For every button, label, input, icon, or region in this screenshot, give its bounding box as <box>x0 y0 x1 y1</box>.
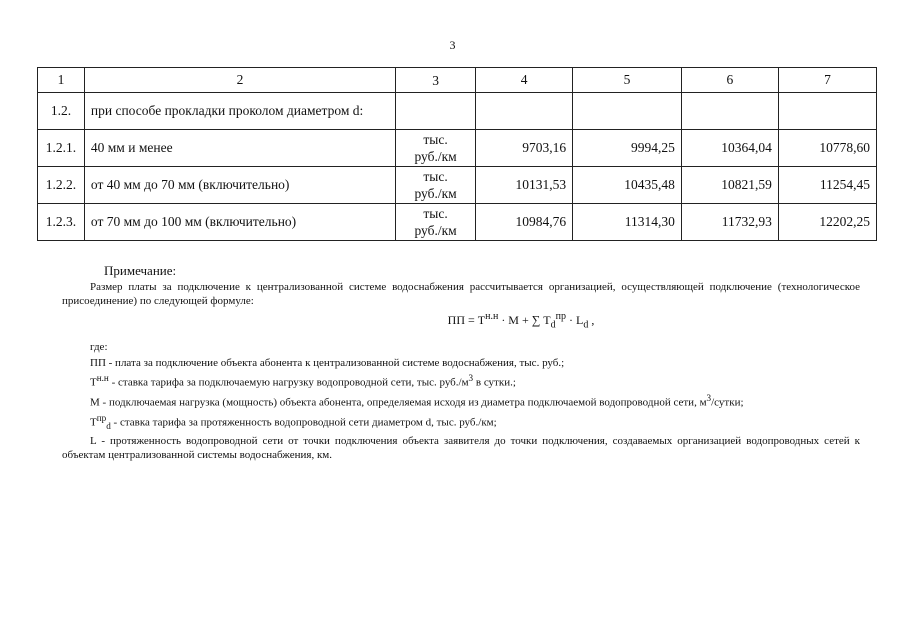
col-header-1: 1 <box>38 68 85 93</box>
where-label: где: <box>90 341 108 354</box>
col-header-6: 6 <box>681 68 778 93</box>
value-col6: 10821,59 <box>681 167 778 204</box>
row-num: 1.2.1. <box>38 130 85 167</box>
value-col7: 12202,25 <box>778 204 876 241</box>
value-col5: 10435,48 <box>573 167 682 204</box>
empty-cell <box>681 93 778 130</box>
definition-m: М - подключаемая нагрузка (мощность) объекта абонента, определяемая исходя из диаметра подключаемой водопроводной сети, $м^3$/сутки; <box>90 393 744 409</box>
table-row <box>38 204 877 241</box>
row-name: 40 мм и менее <box>84 130 395 167</box>
table-header-row <box>38 68 877 93</box>
row-unit <box>396 167 476 204</box>
value-col5: 9994,25 <box>573 130 682 167</box>
table-row <box>38 167 877 204</box>
empty-cell <box>476 93 573 130</box>
notes-section <box>62 264 860 463</box>
unit-line2: руб./км <box>414 149 457 164</box>
notes-title: Примечание: <box>104 263 177 278</box>
value-col5: 11314,30 <box>573 204 682 241</box>
unit-line1: тыс. <box>423 169 448 184</box>
definition-l: L - протяженность водопроводной сети от точки подключения объекта заявителя до точки подключения, создаваемых организацией водопроводных сетей к объектам централизованной системы водоснабжения, км. <box>62 434 860 461</box>
col-header-3: 3 <box>396 68 476 93</box>
empty-cell <box>396 93 476 130</box>
row-name: от 40 мм до 70 мм (включительно) <box>84 167 395 204</box>
row-name: от 70 мм до 100 мм (включительно) <box>84 204 395 241</box>
table-row <box>38 130 877 167</box>
value-col4: 10984,76 <box>476 204 573 241</box>
value-col7: 10778,60 <box>778 130 876 167</box>
tariff-table <box>37 67 877 241</box>
definition-tnn: $Т^{н.н}$ - ставка тарифа за подключаемую нагрузку водопроводной сети, тыс. $руб./м^3$ в сутки.; <box>90 373 516 390</box>
row-num: 1.2.3. <box>38 204 85 241</box>
row-unit <box>396 130 476 167</box>
value-col4: 9703,16 <box>476 130 573 167</box>
definition-tpr: $Т^{пр}_d$ - ставка тарифа за протяженность водопроводной сети диаметром d, тыс. руб./км; <box>90 412 497 431</box>
col-header-7: 7 <box>778 68 876 93</box>
value-col6: 11732,93 <box>681 204 778 241</box>
section-row <box>38 93 877 130</box>
definition-pp: ПП - плата за подключение объекта абонента к централизованной системе водоснабжения, тыс. руб.; <box>90 357 565 370</box>
empty-cell <box>778 93 876 130</box>
unit-line1: тыс. <box>423 206 448 221</box>
col-header-5: 5 <box>573 68 682 93</box>
section-name: при способе прокладки проколом диаметром d: <box>84 93 395 130</box>
row-num: 1.2.2. <box>38 167 85 204</box>
col-header-2: 2 <box>84 68 395 93</box>
section-num: 1.2. <box>38 93 85 130</box>
payment-formula: ПП = $Т^{н.н} \cdot М$ + ∑ $Т_d^{пр} \cdot L_d$ , <box>447 311 595 331</box>
value-col4: 10131,53 <box>476 167 573 204</box>
value-col6: 10364,04 <box>681 130 778 167</box>
notes-intro: Размер платы за подключение к централизованной системе водоснабжения рассчитывается организацией, осуществляющей подключение (технологическое присоединение) по следующей формуле: <box>62 281 860 307</box>
empty-cell <box>573 93 682 130</box>
row-unit <box>396 204 476 241</box>
col-header-4: 4 <box>476 68 573 93</box>
unit-line1: тыс. <box>423 132 448 147</box>
value-col7: 11254,45 <box>778 167 876 204</box>
page-number: 3 <box>449 38 456 52</box>
unit-line2: руб./км <box>414 186 457 201</box>
unit-line2: руб./км <box>414 223 457 238</box>
